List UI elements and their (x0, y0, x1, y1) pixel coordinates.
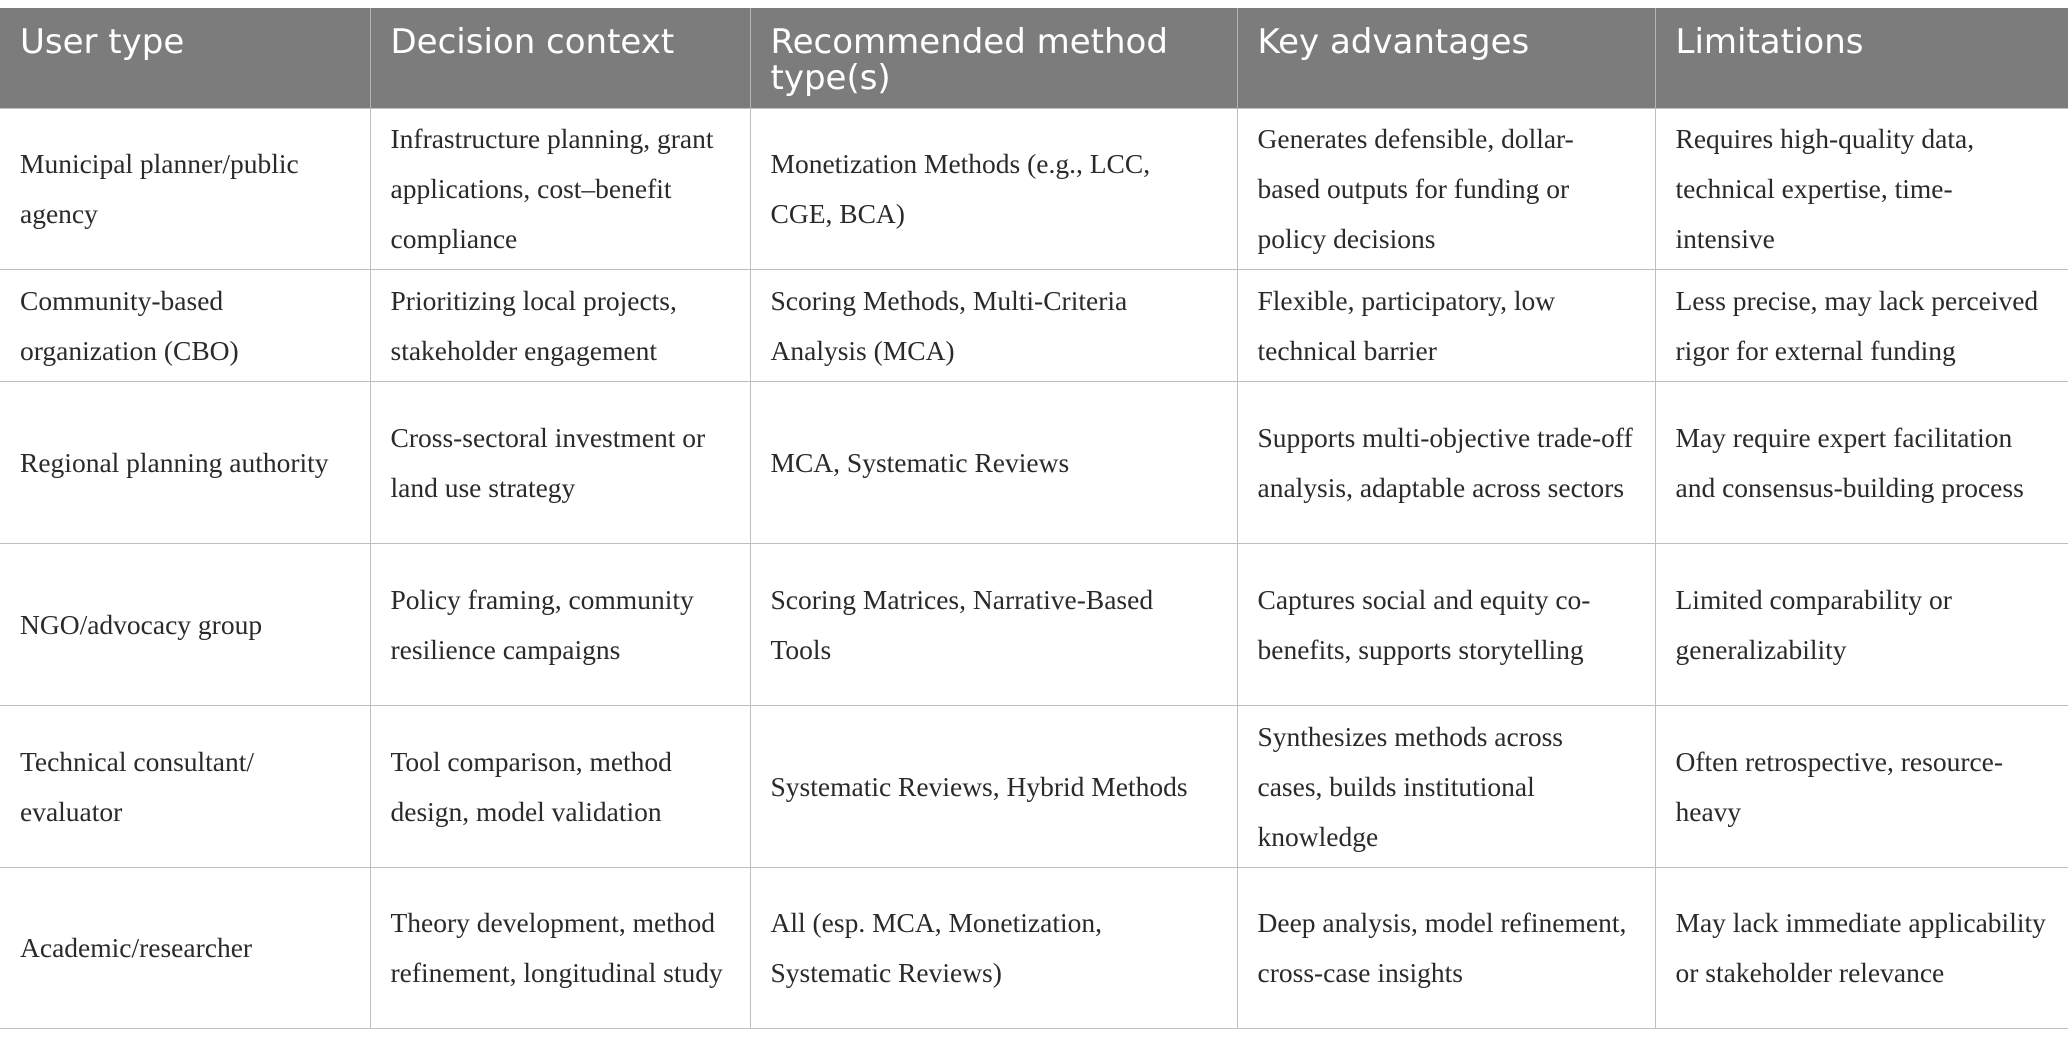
table-row (0, 544, 2068, 706)
cell-key-advantages: Flexible, participatory, low technical barrier (1237, 270, 1655, 382)
table-row (0, 868, 2068, 1029)
cell-key-advantages: Synthesizes methods across cases, builds institutional knowledge (1237, 706, 1655, 868)
header-key-advantages: Key advantages (1237, 8, 1655, 109)
cell-limitations: Limited comparability or generalizability (1655, 544, 2068, 706)
table-header (0, 8, 2068, 109)
cell-limitations: Often retrospective, resource-heavy (1655, 706, 2068, 868)
table-row (0, 706, 2068, 868)
table-row (0, 109, 2068, 270)
table-row (0, 382, 2068, 544)
cell-decision-context: Tool comparison, method design, model validation (370, 706, 750, 868)
table-body (0, 109, 2068, 1029)
cell-user-type: Municipal planner/public agency (0, 109, 370, 270)
cell-decision-context: Theory development, method refinement, longitudinal study (370, 868, 750, 1029)
header-row (0, 8, 2068, 109)
cell-recommended-method: Monetization Methods (e.g., LCC, CGE, BCA) (750, 109, 1237, 270)
cell-limitations: May lack immediate applicability or stakeholder relevance (1655, 868, 2068, 1029)
cell-recommended-method: MCA, Systematic Reviews (750, 382, 1237, 544)
cell-limitations: May require expert facilitation and consensus-building process (1655, 382, 2068, 544)
table-row (0, 270, 2068, 382)
header-user-type: User type (0, 8, 370, 109)
header-decision-context: Decision context (370, 8, 750, 109)
header-recommended-method: Recommended method type(s) (750, 8, 1237, 109)
cell-recommended-method: Scoring Matrices, Narrative-Based Tools (750, 544, 1237, 706)
cell-user-type: Community-based organization (CBO) (0, 270, 370, 382)
header-limitations: Limitations (1655, 8, 2068, 109)
cell-decision-context: Infrastructure planning, grant applications, cost–benefit compliance (370, 109, 750, 270)
cell-recommended-method: All (esp. MCA, Monetization, Systematic Reviews) (750, 868, 1237, 1029)
cell-recommended-method: Systematic Reviews, Hybrid Methods (750, 706, 1237, 868)
cell-key-advantages: Deep analysis, model refinement, cross-case insights (1237, 868, 1655, 1029)
cell-decision-context: Policy framing, community resilience campaigns (370, 544, 750, 706)
cell-limitations: Less precise, may lack perceived rigor for external funding (1655, 270, 2068, 382)
cell-key-advantages: Captures social and equity co-benefits, supports storytelling (1237, 544, 1655, 706)
cell-user-type: Technical consultant/ evaluator (0, 706, 370, 868)
cell-key-advantages: Supports multi-objective trade-off analysis, adaptable across sectors (1237, 382, 1655, 544)
cell-user-type: NGO/advocacy group (0, 544, 370, 706)
cell-recommended-method: Scoring Methods, Multi-Criteria Analysis (MCA) (750, 270, 1237, 382)
cell-decision-context: Prioritizing local projects, stakeholder engagement (370, 270, 750, 382)
table-container (0, 8, 2068, 1029)
cell-decision-context: Cross-sectoral investment or land use strategy (370, 382, 750, 544)
cell-user-type: Academic/researcher (0, 868, 370, 1029)
cell-limitations: Requires high-quality data, technical expertise, time-intensive (1655, 109, 2068, 270)
method-recommendation-table (0, 8, 2068, 1029)
cell-user-type: Regional planning authority (0, 382, 370, 544)
cell-key-advantages: Generates defensible, dollar-based outputs for funding or policy decisions (1237, 109, 1655, 270)
